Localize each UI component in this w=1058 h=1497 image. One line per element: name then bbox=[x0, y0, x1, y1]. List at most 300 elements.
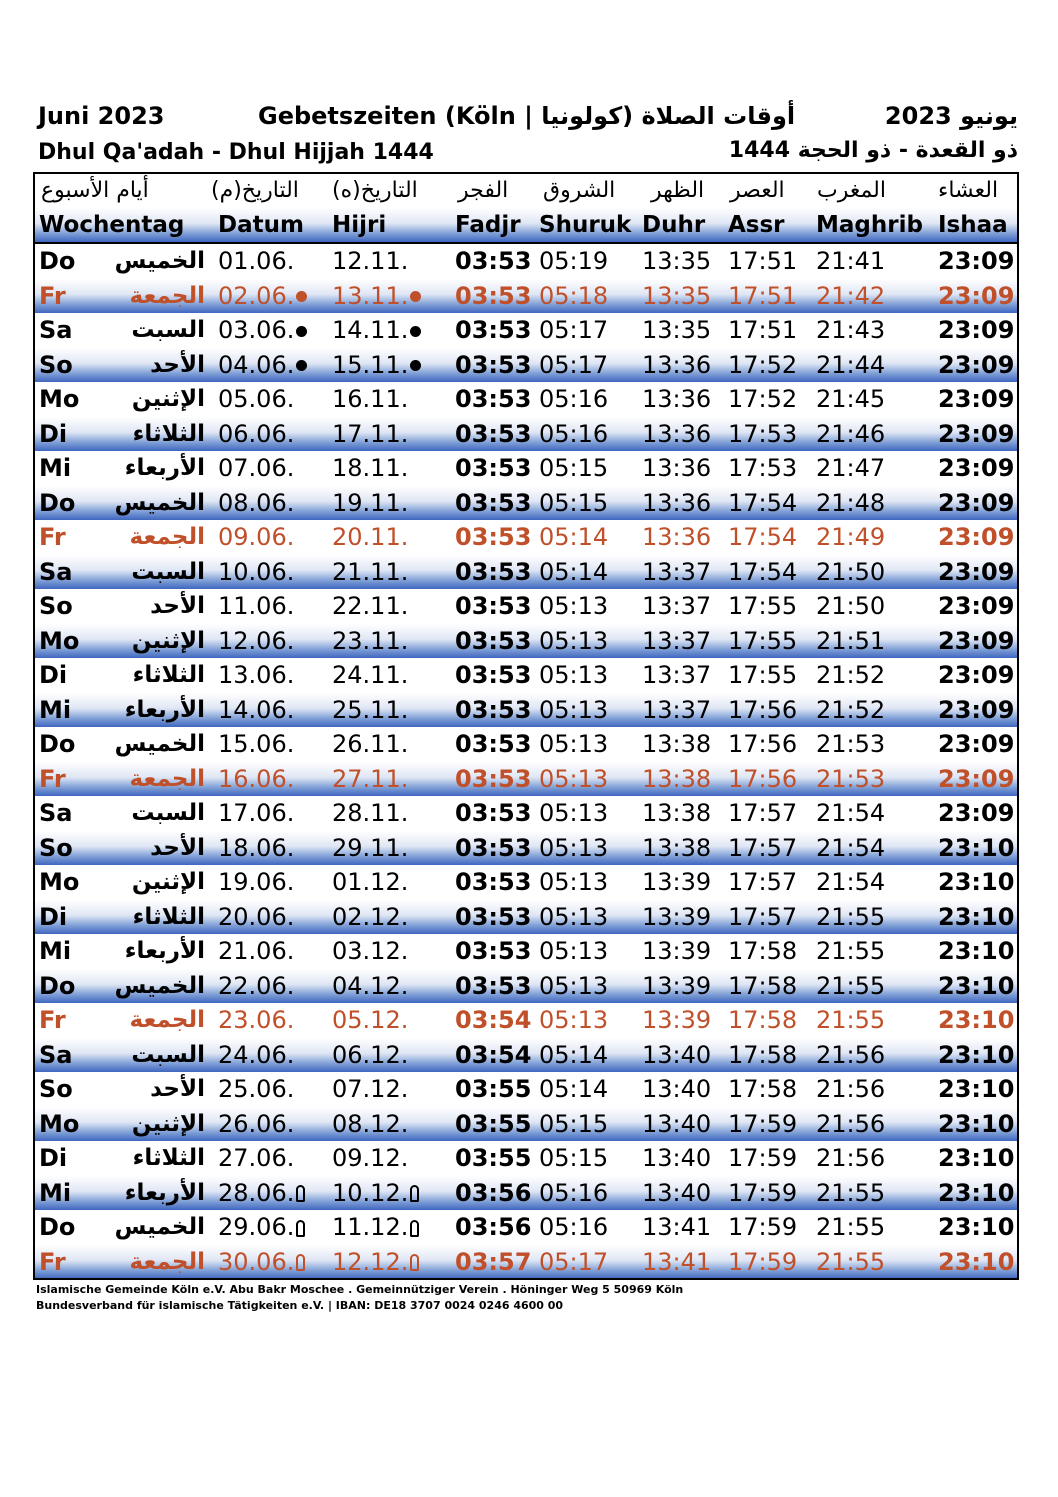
cell-ishaa bbox=[938, 1003, 1014, 1038]
cell-fadjr bbox=[455, 417, 531, 452]
cell-hijri bbox=[332, 313, 421, 348]
cell-day-arabic-text: الخميس bbox=[114, 1214, 205, 1240]
cell-date bbox=[218, 555, 294, 590]
table-row bbox=[35, 1038, 1017, 1073]
table-row bbox=[35, 555, 1017, 590]
cell-hijri-text: 08.12. bbox=[332, 1109, 409, 1138]
mosque-marker-icon bbox=[410, 1220, 419, 1237]
cell-date-text: 08.06. bbox=[218, 488, 295, 517]
cell-day-arabic bbox=[115, 1107, 205, 1142]
cell-day-text: Mo bbox=[39, 626, 80, 655]
cell-hijri-text: 14.11. bbox=[332, 316, 409, 344]
cell-ishaa bbox=[938, 555, 1014, 590]
cell-date bbox=[218, 382, 294, 417]
cell-ishaa bbox=[938, 1210, 1014, 1245]
cell-day-text: Di bbox=[39, 419, 68, 448]
cell-day-arabic bbox=[115, 1141, 205, 1176]
cell-assr bbox=[728, 313, 797, 348]
cell-fadjr-text: 03:53 bbox=[455, 764, 532, 793]
cell-assr bbox=[728, 934, 797, 969]
cell-day bbox=[39, 969, 75, 1004]
cell-assr bbox=[728, 382, 797, 417]
cell-duhr bbox=[642, 1141, 711, 1176]
cell-duhr bbox=[642, 1107, 711, 1142]
cell-hijri-text: 18.11. bbox=[332, 454, 409, 482]
cell-fadjr-text: 03:54 bbox=[455, 1040, 532, 1069]
cell-day bbox=[39, 727, 75, 762]
cell-day-arabic bbox=[115, 624, 205, 659]
cell-duhr bbox=[642, 865, 711, 900]
table-row bbox=[35, 348, 1017, 383]
cell-duhr bbox=[642, 1245, 711, 1280]
cell-shuruk bbox=[539, 417, 608, 452]
cell-shuruk-text: 05:17 bbox=[539, 316, 609, 344]
cell-assr bbox=[728, 658, 797, 693]
prayer-times-table bbox=[33, 172, 1019, 1280]
cell-hijri-text: 20.11. bbox=[332, 523, 409, 551]
cell-assr bbox=[728, 279, 797, 314]
cell-hijri bbox=[332, 1003, 408, 1038]
cell-maghrib-text: 21:56 bbox=[816, 1109, 886, 1138]
cell-duhr-text: 13:37 bbox=[642, 661, 712, 689]
cell-ishaa bbox=[938, 279, 1014, 314]
cell-day bbox=[39, 900, 67, 935]
cell-ishaa-text: 23:09 bbox=[938, 281, 1015, 310]
cell-ishaa bbox=[938, 1245, 1014, 1280]
cell-day-arabic-text: الثلاثاء bbox=[132, 903, 205, 930]
cell-maghrib-text: 21:56 bbox=[816, 1040, 886, 1069]
cell-duhr-text: 13:39 bbox=[642, 902, 712, 931]
col-maghrib-arabic: المغرب bbox=[817, 178, 886, 203]
cell-day-text: Di bbox=[39, 661, 68, 689]
cell-maghrib bbox=[816, 589, 885, 624]
cell-day-arabic bbox=[115, 417, 205, 452]
table-row bbox=[35, 831, 1017, 866]
cell-duhr bbox=[642, 417, 711, 452]
cell-day-text: Mi bbox=[39, 1178, 72, 1207]
cell-maghrib bbox=[816, 520, 885, 555]
cell-fadjr-text: 03:56 bbox=[455, 1213, 532, 1241]
cell-ishaa bbox=[938, 693, 1014, 728]
cell-maghrib-text: 21:43 bbox=[816, 316, 886, 344]
cell-assr bbox=[728, 1038, 797, 1073]
full-moon-dot-icon bbox=[410, 291, 421, 302]
cell-day bbox=[39, 486, 75, 521]
cell-maghrib bbox=[816, 417, 885, 452]
cell-day-arabic-text: الأحد bbox=[150, 351, 205, 378]
cell-fadjr bbox=[455, 934, 531, 969]
cell-hijri bbox=[332, 693, 408, 728]
cell-duhr-text: 13:39 bbox=[642, 937, 712, 965]
cell-shuruk-text: 05:13 bbox=[539, 937, 609, 965]
cell-fadjr bbox=[455, 624, 531, 659]
full-moon-dot-icon bbox=[410, 326, 421, 337]
cell-fadjr bbox=[455, 555, 531, 590]
cell-ishaa-text: 23:10 bbox=[938, 1178, 1015, 1207]
cell-ishaa bbox=[938, 900, 1014, 935]
cell-day-text: So bbox=[39, 833, 73, 862]
cell-fadjr bbox=[455, 348, 531, 383]
cell-shuruk bbox=[539, 555, 608, 590]
cell-maghrib-text: 21:55 bbox=[816, 937, 886, 965]
cell-date-text: 05.06. bbox=[218, 385, 295, 413]
footer-organization: Islamische Gemeinde Köln e.V. Abu Bakr Moschee . Gemeinnütziger Verein . Höninger Weg 5 50969 Köln bbox=[36, 1283, 684, 1296]
cell-date-text: 04.06. bbox=[218, 350, 295, 379]
cell-maghrib bbox=[816, 1176, 885, 1211]
cell-ishaa-text: 23:09 bbox=[938, 592, 1015, 620]
cell-assr bbox=[728, 762, 797, 797]
cell-date-text: 16.06. bbox=[218, 764, 295, 793]
cell-day-arabic-text: الإثنين bbox=[131, 1110, 205, 1137]
cell-date-text: 30.06. bbox=[218, 1247, 295, 1276]
cell-day-arabic bbox=[115, 589, 205, 624]
col-days-arabic: أيام الأسبوع bbox=[41, 178, 149, 203]
cell-maghrib-text: 21:55 bbox=[816, 1178, 886, 1207]
cell-day-text: Fr bbox=[39, 523, 66, 551]
cell-day-arabic-text: الخميس bbox=[114, 489, 205, 516]
cell-day-arabic-text: الثلاثاء bbox=[132, 420, 205, 447]
cell-ishaa-text: 23:10 bbox=[938, 833, 1015, 862]
hijri-months-arabic: ذو القعدة - ذو الحجة 1444 bbox=[728, 138, 1018, 163]
cell-assr-text: 17:55 bbox=[728, 592, 798, 620]
table-row bbox=[35, 624, 1017, 659]
cell-hijri bbox=[332, 279, 421, 314]
cell-duhr bbox=[642, 900, 711, 935]
cell-fadjr bbox=[455, 1176, 531, 1211]
cell-maghrib-text: 21:41 bbox=[816, 247, 886, 275]
table-row bbox=[35, 934, 1017, 969]
cell-maghrib bbox=[816, 693, 885, 728]
cell-duhr bbox=[642, 831, 711, 866]
cell-fadjr bbox=[455, 486, 531, 521]
cell-duhr bbox=[642, 762, 711, 797]
cell-date bbox=[218, 244, 294, 279]
table-row bbox=[35, 313, 1017, 348]
cell-shuruk bbox=[539, 900, 608, 935]
cell-date-text: 27.06. bbox=[218, 1144, 295, 1172]
cell-date-text: 19.06. bbox=[218, 868, 295, 896]
cell-date bbox=[218, 313, 307, 348]
footer-bank: Bundesverband für islamische Tätigkeiten e.V. | IBAN: DE18 3707 0024 0246 4600 00 bbox=[36, 1299, 564, 1312]
cell-date bbox=[218, 520, 294, 555]
table-row bbox=[35, 1072, 1017, 1107]
cell-hijri bbox=[332, 486, 408, 521]
cell-day bbox=[39, 658, 67, 693]
col-ishaa: Ishaa bbox=[938, 212, 1008, 238]
cell-ishaa-text: 23:09 bbox=[938, 385, 1015, 413]
cell-shuruk bbox=[539, 520, 608, 555]
cell-date bbox=[218, 1072, 294, 1107]
cell-duhr bbox=[642, 313, 711, 348]
table-row bbox=[35, 382, 1017, 417]
cell-shuruk-text: 05:14 bbox=[539, 1040, 609, 1069]
cell-ishaa-text: 23:09 bbox=[938, 557, 1015, 586]
cell-day-arabic bbox=[115, 865, 205, 900]
cell-fadjr bbox=[455, 693, 531, 728]
cell-fadjr bbox=[455, 865, 531, 900]
cell-maghrib-text: 21:55 bbox=[816, 1247, 886, 1276]
cell-fadjr-text: 03:53 bbox=[455, 281, 532, 310]
cell-day-arabic-text: الخميس bbox=[114, 972, 205, 999]
cell-hijri-text: 16.11. bbox=[332, 385, 409, 413]
cell-fadjr-text: 03:53 bbox=[455, 626, 532, 655]
cell-fadjr-text: 03:55 bbox=[455, 1075, 532, 1103]
cell-day-arabic-text: الجمعة bbox=[129, 1007, 205, 1033]
cell-duhr-text: 13:36 bbox=[642, 419, 712, 448]
cell-shuruk-text: 05:14 bbox=[539, 1075, 609, 1103]
col-hijri: Hijri bbox=[332, 212, 387, 238]
cell-assr-text: 17:58 bbox=[728, 937, 798, 965]
cell-fadjr bbox=[455, 1210, 531, 1245]
cell-fadjr-text: 03:53 bbox=[455, 902, 532, 931]
cell-ishaa-text: 23:10 bbox=[938, 1040, 1015, 1069]
cell-fadjr-text: 03:53 bbox=[455, 316, 532, 344]
cell-maghrib-text: 21:53 bbox=[816, 764, 886, 793]
cell-day-arabic-text: الإثنين bbox=[131, 869, 205, 895]
cell-day bbox=[39, 1038, 72, 1073]
cell-day-text: Mo bbox=[39, 868, 80, 896]
cell-duhr bbox=[642, 451, 711, 486]
cell-fadjr-text: 03:57 bbox=[455, 1247, 532, 1276]
cell-maghrib-text: 21:44 bbox=[816, 350, 886, 379]
cell-maghrib-text: 21:47 bbox=[816, 454, 886, 482]
cell-date-text: 10.06. bbox=[218, 557, 295, 586]
cell-day-arabic-text: الأربعاء bbox=[124, 938, 205, 964]
cell-ishaa bbox=[938, 313, 1014, 348]
cell-hijri bbox=[332, 244, 408, 279]
cell-date-text: 21.06. bbox=[218, 937, 295, 965]
cell-assr-text: 17:59 bbox=[728, 1144, 798, 1172]
cell-hijri bbox=[332, 382, 408, 417]
cell-maghrib bbox=[816, 1210, 885, 1245]
cell-duhr bbox=[642, 589, 711, 624]
cell-maghrib bbox=[816, 313, 885, 348]
cell-fadjr-text: 03:53 bbox=[455, 937, 532, 965]
cell-duhr bbox=[642, 1210, 711, 1245]
cell-fadjr bbox=[455, 520, 531, 555]
table-row bbox=[35, 727, 1017, 762]
cell-day-text: So bbox=[39, 592, 73, 620]
cell-duhr-text: 13:36 bbox=[642, 350, 712, 379]
cell-maghrib-text: 21:50 bbox=[816, 592, 886, 620]
cell-ishaa bbox=[938, 865, 1014, 900]
cell-day bbox=[39, 451, 71, 486]
cell-hijri bbox=[332, 1245, 419, 1280]
header-row bbox=[35, 208, 1017, 244]
cell-duhr-text: 13:37 bbox=[642, 557, 712, 586]
cell-day-arabic-text: الخميس bbox=[114, 731, 205, 757]
cell-shuruk bbox=[539, 451, 608, 486]
cell-shuruk-text: 05:13 bbox=[539, 661, 609, 689]
cell-hijri bbox=[332, 417, 408, 452]
cell-duhr bbox=[642, 658, 711, 693]
cell-shuruk-text: 05:16 bbox=[539, 385, 609, 413]
cell-date bbox=[218, 279, 307, 314]
cell-day bbox=[39, 693, 71, 728]
cell-duhr bbox=[642, 1176, 711, 1211]
cell-date-text: 03.06. bbox=[218, 316, 295, 344]
cell-shuruk-text: 05:16 bbox=[539, 1213, 609, 1241]
cell-assr bbox=[728, 486, 797, 521]
cell-day-arabic-text: الأربعاء bbox=[124, 455, 205, 481]
cell-duhr bbox=[642, 244, 711, 279]
cell-ishaa-text: 23:10 bbox=[938, 1144, 1015, 1172]
cell-duhr bbox=[642, 1038, 711, 1073]
cell-assr bbox=[728, 865, 797, 900]
cell-hijri-text: 17.11. bbox=[332, 419, 409, 448]
cell-duhr bbox=[642, 1072, 711, 1107]
cell-duhr-text: 13:40 bbox=[642, 1109, 712, 1138]
cell-duhr bbox=[642, 693, 711, 728]
cell-hijri-text: 12.12. bbox=[332, 1247, 409, 1276]
cell-shuruk bbox=[539, 693, 608, 728]
cell-fadjr-text: 03:53 bbox=[455, 695, 532, 724]
cell-day bbox=[39, 796, 72, 831]
cell-date bbox=[218, 969, 294, 1004]
cell-hijri-text: 29.11. bbox=[332, 833, 409, 862]
cell-shuruk-text: 05:13 bbox=[539, 971, 609, 1000]
cell-duhr bbox=[642, 279, 711, 314]
cell-day-text: Do bbox=[39, 730, 76, 758]
cell-ishaa bbox=[938, 727, 1014, 762]
cell-fadjr bbox=[455, 727, 531, 762]
cell-hijri bbox=[332, 1038, 408, 1073]
table-row bbox=[35, 279, 1017, 314]
cell-day-arabic bbox=[115, 520, 205, 555]
table-row bbox=[35, 417, 1017, 452]
cell-day bbox=[39, 1003, 66, 1038]
cell-shuruk bbox=[539, 348, 608, 383]
cell-fadjr-text: 03:53 bbox=[455, 833, 532, 862]
cell-fadjr bbox=[455, 831, 531, 866]
table-row bbox=[35, 520, 1017, 555]
cell-day-arabic bbox=[115, 934, 205, 969]
mosque-marker-icon bbox=[410, 1254, 419, 1271]
cell-day-arabic-text: الأحد bbox=[150, 1076, 205, 1102]
cell-maghrib bbox=[816, 1107, 885, 1142]
cell-day bbox=[39, 762, 66, 797]
cell-day-arabic bbox=[115, 1210, 205, 1245]
cell-maghrib-text: 21:55 bbox=[816, 1006, 886, 1034]
cell-maghrib-text: 21:54 bbox=[816, 799, 886, 827]
cell-ishaa-text: 23:09 bbox=[938, 764, 1015, 793]
cell-assr-text: 17:58 bbox=[728, 1075, 798, 1103]
cell-day-arabic-text: الأحد bbox=[150, 593, 205, 619]
cell-hijri bbox=[332, 1210, 419, 1245]
cell-duhr-text: 13:39 bbox=[642, 971, 712, 1000]
cell-day-arabic-text: السبت bbox=[131, 800, 205, 826]
cell-hijri bbox=[332, 934, 408, 969]
cell-hijri bbox=[332, 555, 408, 590]
table-row bbox=[35, 1245, 1017, 1280]
col-date-arabic: التاريخ(م) bbox=[211, 178, 299, 203]
cell-ishaa bbox=[938, 417, 1014, 452]
cell-day-text: Do bbox=[39, 488, 76, 517]
cell-fadjr-text: 03:53 bbox=[455, 454, 532, 482]
cell-date bbox=[218, 1003, 294, 1038]
cell-ishaa-text: 23:09 bbox=[938, 661, 1015, 689]
cell-shuruk bbox=[539, 762, 608, 797]
cell-maghrib bbox=[816, 1003, 885, 1038]
cell-day-arabic-text: الإثنين bbox=[131, 627, 205, 654]
cell-assr-text: 17:55 bbox=[728, 626, 798, 655]
cell-day-arabic bbox=[115, 1072, 205, 1107]
cell-day-text: Di bbox=[39, 1144, 68, 1172]
cell-assr-text: 17:53 bbox=[728, 419, 798, 448]
cell-maghrib-text: 21:53 bbox=[816, 730, 886, 758]
cell-fadjr-text: 03:55 bbox=[455, 1109, 532, 1138]
cell-day-arabic bbox=[115, 693, 205, 728]
cell-day-arabic-text: الأربعاء bbox=[124, 696, 205, 723]
cell-maghrib bbox=[816, 382, 885, 417]
cell-maghrib bbox=[816, 762, 885, 797]
cell-assr bbox=[728, 1245, 797, 1280]
cell-duhr-text: 13:35 bbox=[642, 281, 712, 310]
cell-ishaa-text: 23:09 bbox=[938, 730, 1015, 758]
cell-hijri-text: 22.11. bbox=[332, 592, 409, 620]
cell-ishaa bbox=[938, 1038, 1014, 1073]
cell-duhr bbox=[642, 934, 711, 969]
cell-fadjr bbox=[455, 589, 531, 624]
cell-shuruk-text: 05:14 bbox=[539, 557, 609, 586]
cell-day bbox=[39, 624, 79, 659]
cell-date bbox=[218, 831, 294, 866]
cell-fadjr-text: 03:53 bbox=[455, 661, 532, 689]
cell-assr-text: 17:54 bbox=[728, 488, 798, 517]
table-row bbox=[35, 1210, 1017, 1245]
cell-date bbox=[218, 417, 294, 452]
cell-maghrib bbox=[816, 658, 885, 693]
cell-maghrib bbox=[816, 796, 885, 831]
cell-shuruk bbox=[539, 1141, 608, 1176]
table-row bbox=[35, 762, 1017, 797]
cell-assr-text: 17:59 bbox=[728, 1213, 798, 1241]
cell-maghrib bbox=[816, 348, 885, 383]
cell-shuruk bbox=[539, 589, 608, 624]
cell-fadjr bbox=[455, 279, 531, 314]
cell-day-arabic-text: الأحد bbox=[150, 834, 205, 861]
cell-assr-text: 17:57 bbox=[728, 833, 798, 862]
cell-assr bbox=[728, 727, 797, 762]
cell-day-arabic bbox=[115, 1176, 205, 1211]
table-row bbox=[35, 244, 1017, 279]
cell-fadjr bbox=[455, 1141, 531, 1176]
cell-duhr-text: 13:37 bbox=[642, 592, 712, 620]
cell-date-text: 28.06. bbox=[218, 1178, 295, 1207]
cell-day-text: Sa bbox=[39, 1040, 73, 1069]
cell-date bbox=[218, 658, 294, 693]
cell-date-text: 18.06. bbox=[218, 833, 295, 862]
cell-hijri bbox=[332, 589, 408, 624]
cell-assr bbox=[728, 348, 797, 383]
cell-assr bbox=[728, 796, 797, 831]
cell-shuruk-text: 05:15 bbox=[539, 454, 609, 482]
cell-ishaa bbox=[938, 486, 1014, 521]
col-shuruk-arabic: الشروق bbox=[543, 178, 616, 203]
cell-shuruk bbox=[539, 1072, 608, 1107]
cell-maghrib-text: 21:54 bbox=[816, 868, 886, 896]
cell-ishaa bbox=[938, 796, 1014, 831]
cell-shuruk-text: 05:19 bbox=[539, 247, 609, 275]
cell-shuruk bbox=[539, 1107, 608, 1142]
cell-hijri-text: 12.11. bbox=[332, 247, 409, 275]
cell-date-text: 07.06. bbox=[218, 454, 295, 482]
cell-hijri-text: 02.12. bbox=[332, 902, 409, 931]
cell-fadjr bbox=[455, 900, 531, 935]
table-row bbox=[35, 865, 1017, 900]
cell-ishaa-text: 23:09 bbox=[938, 454, 1015, 482]
cell-day-text: So bbox=[39, 350, 73, 379]
